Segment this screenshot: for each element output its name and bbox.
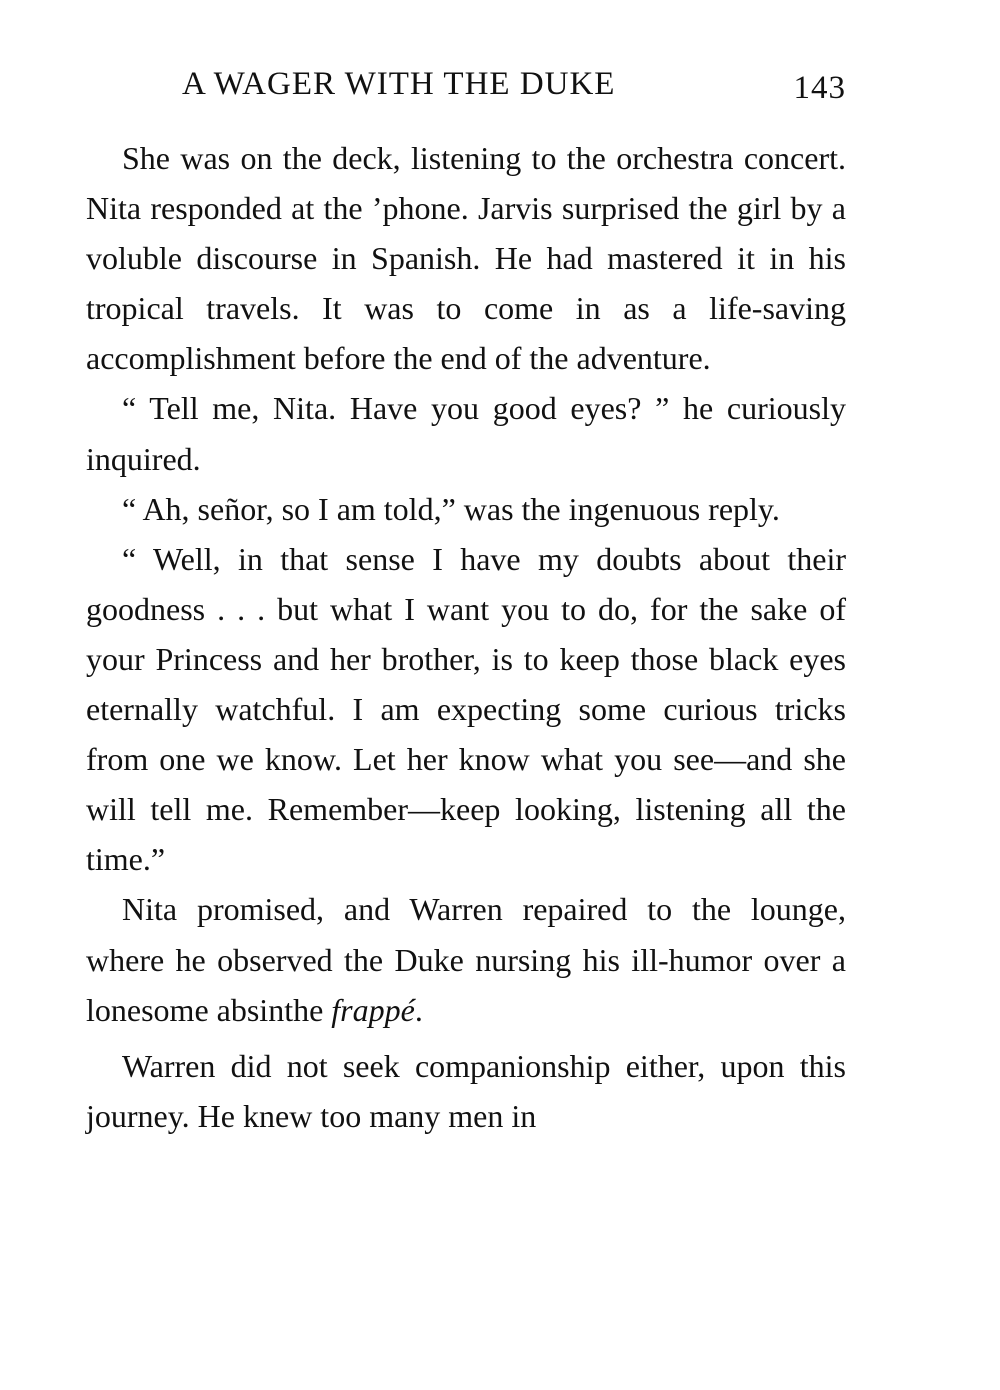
paragraph-nita-reply: “ Ah, señor, so I am told,” was the ingenuous reply. [122,490,780,527]
running-title: A WAGER WITH THE DUKE [182,66,616,102]
paragraph-lounge-duke-end: . [414,991,423,1028]
paragraph-watchful-request: “ Well, in that sense I have my doubts about their goodness . . . but what I want you to do, for the sake of your Princess and her brother, is to keep those black eyes eternally watchful. I am expecting some curious tricks from one we know. Let her know what you see—and she will tell me. Remember—keep looking, listening all the time.” [86,540,846,878]
paragraph-deck-concert: She was on the deck, listening to the orchestra concert. Nita responded at the ’phone. Jarvis surprised the girl by a voluble discourse in Spanish. He had mastered it in his tropical travels. It was to come in as a life-saving accomplishment before the end of the adventure. [86,140,846,377]
paragraph-companionship: Warren did not seek companionship either, upon this journey. He knew too many men in [86,1047,846,1134]
page-body [86,133,846,1141]
paragraph-lounge-duke-text: Nita promised, and Warren repaired to the lounge, where he observed the Duke nursing his ill-humor over a lonesome absinthe [86,891,846,1028]
italic-word-frappe: frappé [331,991,415,1028]
running-header [86,66,846,116]
paragraph-lounge-duke [86,884,846,1034]
paragraph-good-eyes: “ Tell me, Nita. Have you good eyes? ” he curiously inquired. [86,390,846,477]
page-number: 143 [793,70,846,106]
